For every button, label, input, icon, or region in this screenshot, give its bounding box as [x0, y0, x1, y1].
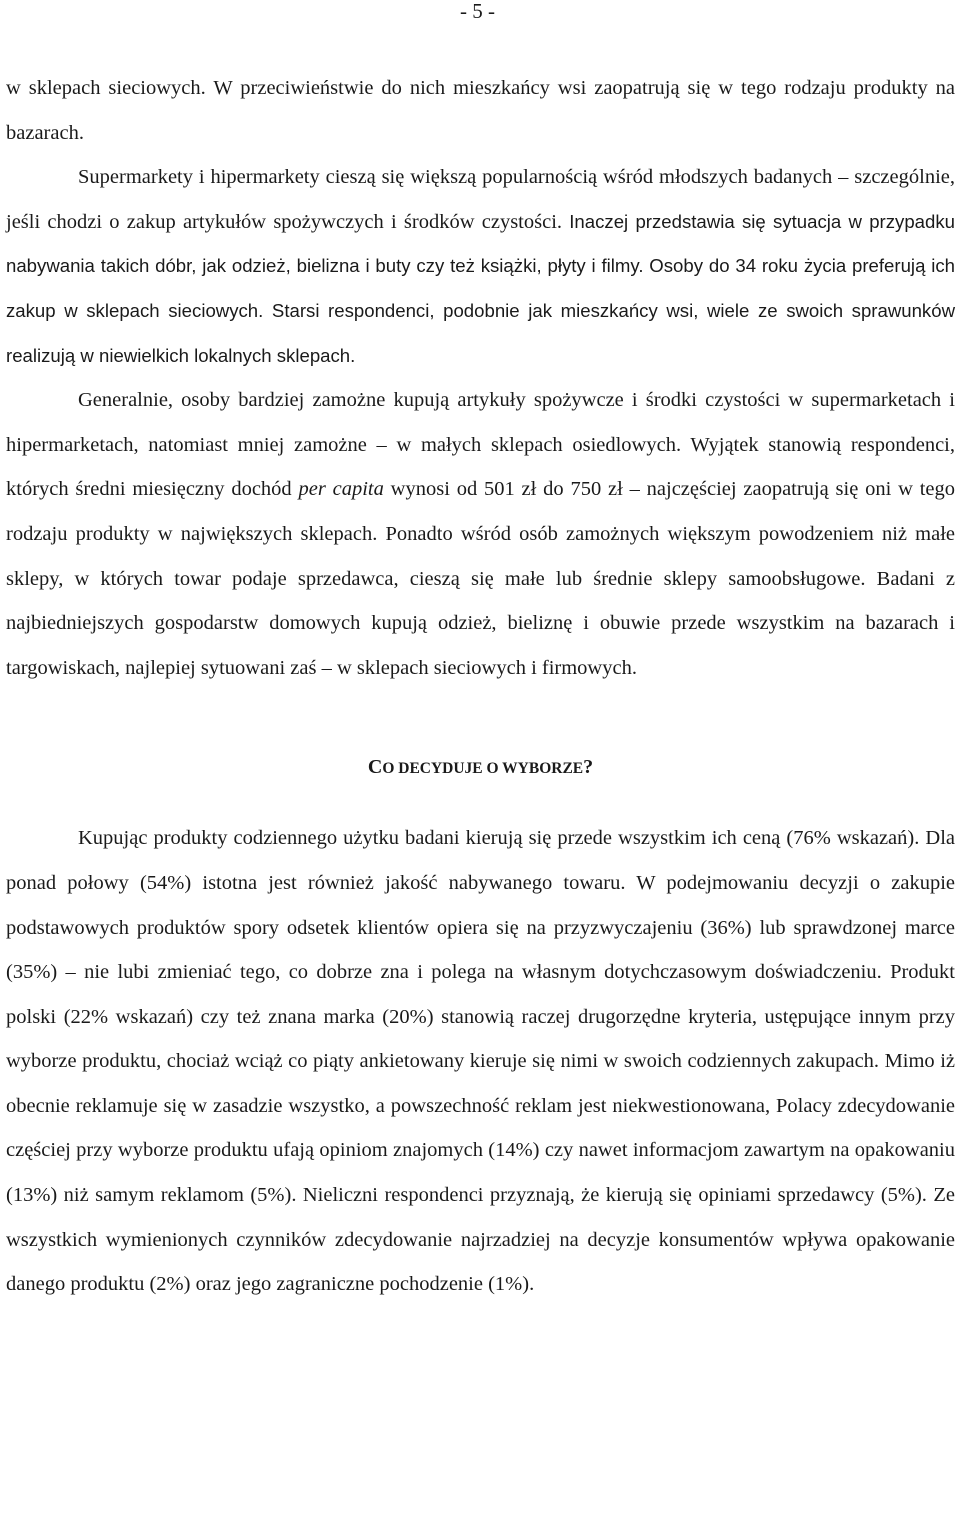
- paragraph-1: w sklepach sieciowych. W przeciwieństwie do nich mieszkańcy wsi zaopatrują się w tego rodzaju produkty na bazarach.: [6, 77, 955, 144]
- heading-smallcaps: O DECYDUJE O WYBORZE: [382, 760, 584, 778]
- paragraph-3-part-b: wynosi od 501 zł do 750 zł – najczęściej zaopatrują się oni w tego rodzaju produkty w największych sklepach. Ponadto wśród osób zamożnych większym powodzeniem niż małe sklepy, w których towar podaje sprzedawca, cieszą się małe lub średnie sklepy samoobsługowe. Badani z najbiedniejszych gospodarstw domowych kupują odzież, bieliznę i obuwie przede wszystkim na bazarach i targowiskach, najlepiej sytuowani zaś – w sklepach sieciowych i firmowych.: [6, 478, 956, 679]
- section-heading: [6, 745, 955, 791]
- paragraph-2: [6, 155, 955, 378]
- paragraph-3: [6, 378, 955, 690]
- paragraph-2-part-b: Inaczej przedstawia się sytuacja w przypadku nabywania takich dóbr, jak odzież, bielizna i buty czy też książki, płyty i filmy. Osoby do 34 roku życia preferują ich zakup w sklepach sieciowych. Starsi respondenci, podobnie jak mieszkańcy wsi, wiele ze swoich sprawunków realizują w niewielkich lokalnych sklepach.: [6, 210, 955, 366]
- paragraph-3-italic: per capita: [298, 478, 384, 501]
- paragraph-4: Kupując produkty codziennego użytku badani kierują się przede wszystkim ich ceną (76% wskazań). Dla ponad połowy (54%) istotna jest również jakość nabywanego towaru. W podejmowaniu decyzji o zakupie podstawowych produktów spory odsetek klientów opiera się na przyzwyczajeniu (36%) lub sprawdzonej marce (35%) – nie lubi zmieniać tego, co dobrze zna i polega na własnym dotychczasowym doświadczeniu. Produkt polski (22% wskazań) czy też znana marka (20%) stanowią raczej drugorzędne kryteria, ustępujące innym przy wyborze produktu, chociaż wciąż co piąty ankietowany kieruje się nimi w swoich codziennych zakupach. Mimo iż obecnie reklamuje się w zasadzie wszystko, a powszechność reklam jest niekwestionowana, Polacy zdecydowanie częściej przy wyborze produktu ufają opiniom znajomych (14%) czy nawet informacjom zawartym na opakowaniu (13%) niż samym reklamom (5%). Nieliczni respondenci przyznają, że kierują się opiniami sprzedawcy (5%). Ze wszystkich wymienionych czynników zdecydowanie najrzadziej na decyzje konsumentów wpływa opakowanie danego produktu (2%) oraz jego zagraniczne pochodzenie (1%).: [6, 827, 955, 1296]
- document-body: [6, 66, 955, 1307]
- heading-question-mark: ?: [583, 756, 594, 779]
- paragraph-3-part-a: Generalnie, osoby bardziej zamożne kupują artykuły spożywcze i środki czystości w supermarketach i hipermarketach, natomiast mniej zamożne – w małych sklepach osiedlowych. Wyjątek stanowią respondenci, których średni miesięczny dochód: [6, 389, 955, 501]
- paragraph-2-part-a: Supermarkety i hipermarkety cieszą się większą popularnością wśród młodszych badanych – szczególnie, jeśli chodzi o zakup artykułów spożywczych i środków czystości.: [6, 166, 955, 233]
- heading-initial: C: [367, 756, 383, 779]
- page-number: - 5 -: [460, 0, 495, 23]
